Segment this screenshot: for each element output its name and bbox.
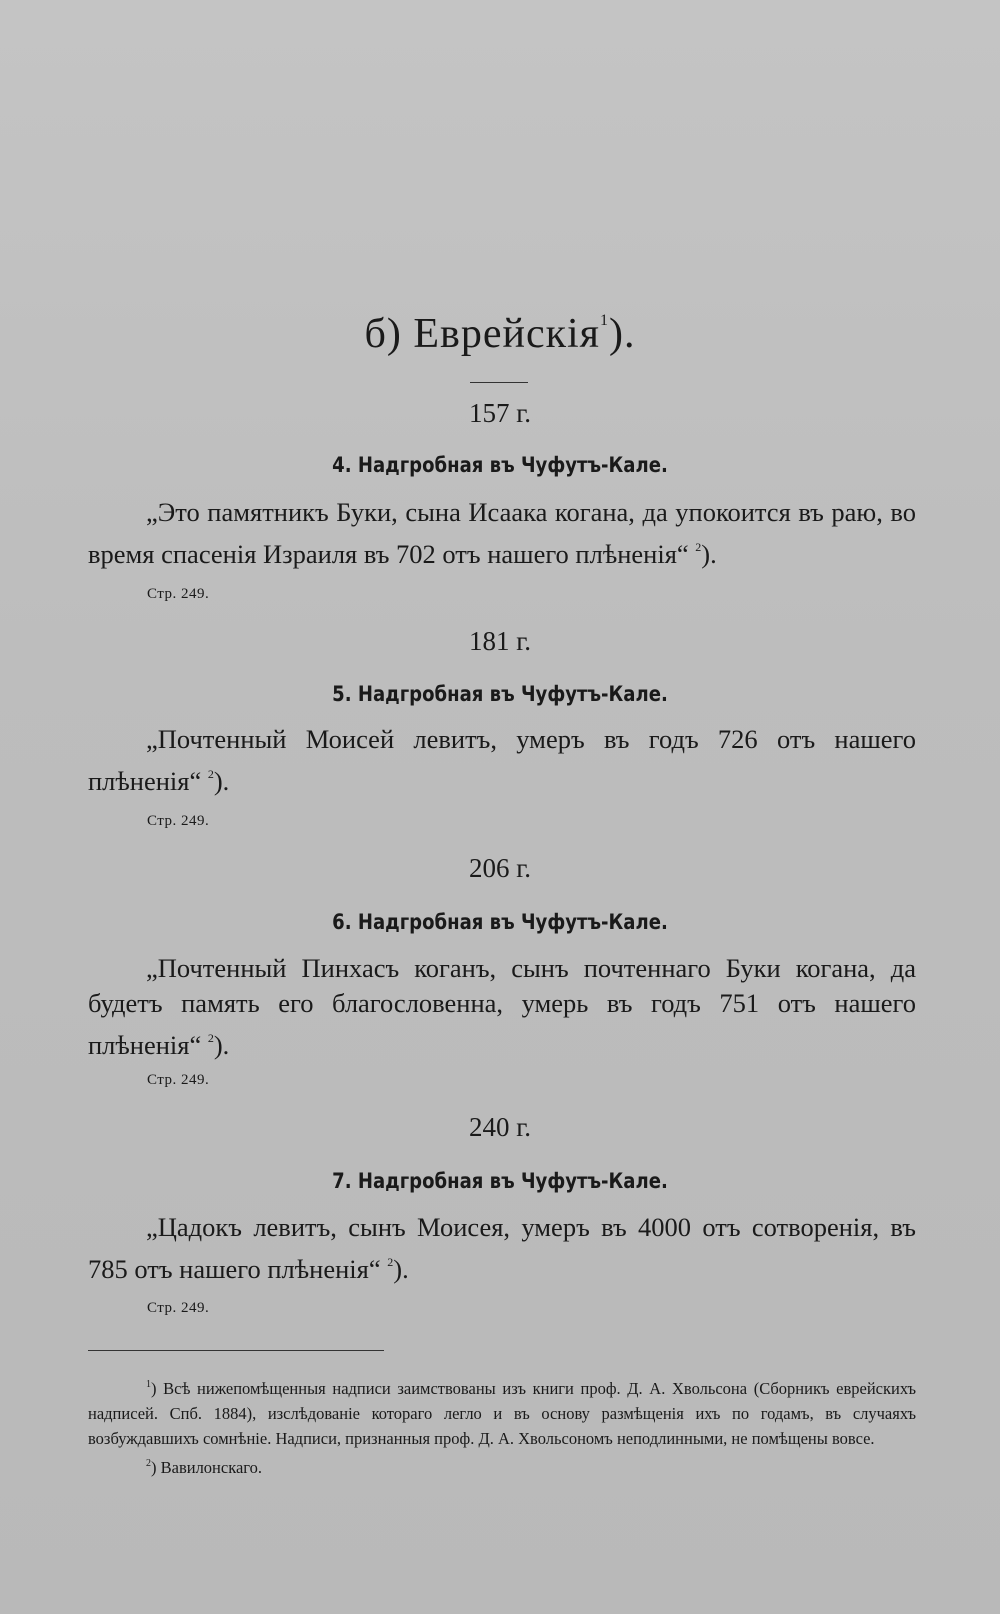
year-label: 240 г.: [468, 1112, 532, 1142]
footnote-mark: 2: [146, 1458, 151, 1469]
inscription-text: [88, 495, 916, 572]
section-title: [0, 310, 1000, 358]
inscription-text-tail: ).: [213, 766, 230, 796]
footnote-text: ) Вавилонскаго.: [151, 1458, 263, 1477]
footnote-mark: 1: [146, 1379, 151, 1390]
inscription-text-tail: ).: [213, 1030, 230, 1060]
footnotes: [88, 1372, 916, 1480]
footnote: [88, 1372, 916, 1451]
page-reference: Стр. 249.: [147, 586, 210, 602]
inscription-text: [88, 722, 916, 799]
inscription-text-body: „Почтенный Моисей левитъ, умеръ въ годъ 726 отъ нашего плѣненія“: [88, 724, 916, 796]
footnote-marker: 2: [387, 1255, 394, 1269]
section-title-text: б) Еврейскія: [364, 311, 600, 357]
footnote-text: ) Всѣ нижепомѣщенныя надписи заимствованы изъ книги проф. Д. А. Хвольсона (Сборникъ еврейскихъ надписей. Спб. 1884), изслѣдованіе котораго легло и въ основу размѣщенія ихъ по годамъ, въ случаяхъ возбуждавшихъ сомнѣніе. Надписи, признанныя проф. Д. А. Хвольсономъ неподлинными, не помѣщены вовсе.: [88, 1379, 916, 1448]
inscription-text-tail: ).: [701, 539, 717, 569]
footnote-marker: 1: [600, 312, 609, 329]
year-label: 181 г.: [468, 626, 532, 656]
year-label: 157 г.: [468, 398, 532, 428]
footnote-marker: 2: [207, 767, 214, 781]
footnote-divider: [88, 1350, 384, 1351]
inscription-text: [88, 951, 916, 1063]
inscription-text-tail: ).: [393, 1254, 409, 1284]
inscription-text-body: „Почтенный Пинхасъ коганъ, сынъ почтеннаго Буки когана, да будетъ память его благословенна, умерь въ годъ 751 отъ нашего плѣненія“: [88, 953, 916, 1060]
inscription-text-body: „Цадокъ левитъ, сынъ Моисея, умеръ въ 4000 отъ сотворенія, въ 785 отъ нашего плѣненія“: [88, 1212, 916, 1284]
footnote-marker: 2: [695, 540, 702, 554]
inscription-text-body: „Это памятникъ Буки, сына Исаака когана, да упокоится въ раю, во время спасенія Израиля въ 702 отъ нашего плѣненія“: [88, 497, 916, 569]
footnote-marker: 2: [207, 1031, 214, 1045]
footnote: [88, 1451, 916, 1480]
inscription-heading: 6. Надгробная въ Чуфутъ-Кале.: [332, 910, 668, 934]
inscription-heading: 5. Надгробная въ Чуфутъ-Кале.: [332, 682, 668, 706]
page-reference: Стр. 249.: [147, 1300, 210, 1316]
page-reference: Стр. 249.: [147, 1072, 210, 1088]
title-divider: [470, 382, 528, 383]
inscription-text: [88, 1210, 916, 1287]
year-label: 206 г.: [468, 853, 532, 883]
inscription-heading: 7. Надгробная въ Чуфутъ-Кале.: [332, 1169, 668, 1193]
page-reference: Стр. 249.: [147, 813, 210, 829]
inscription-heading: 4. Надгробная въ Чуфутъ-Кале.: [332, 453, 668, 477]
section-title-close: ).: [609, 311, 636, 357]
